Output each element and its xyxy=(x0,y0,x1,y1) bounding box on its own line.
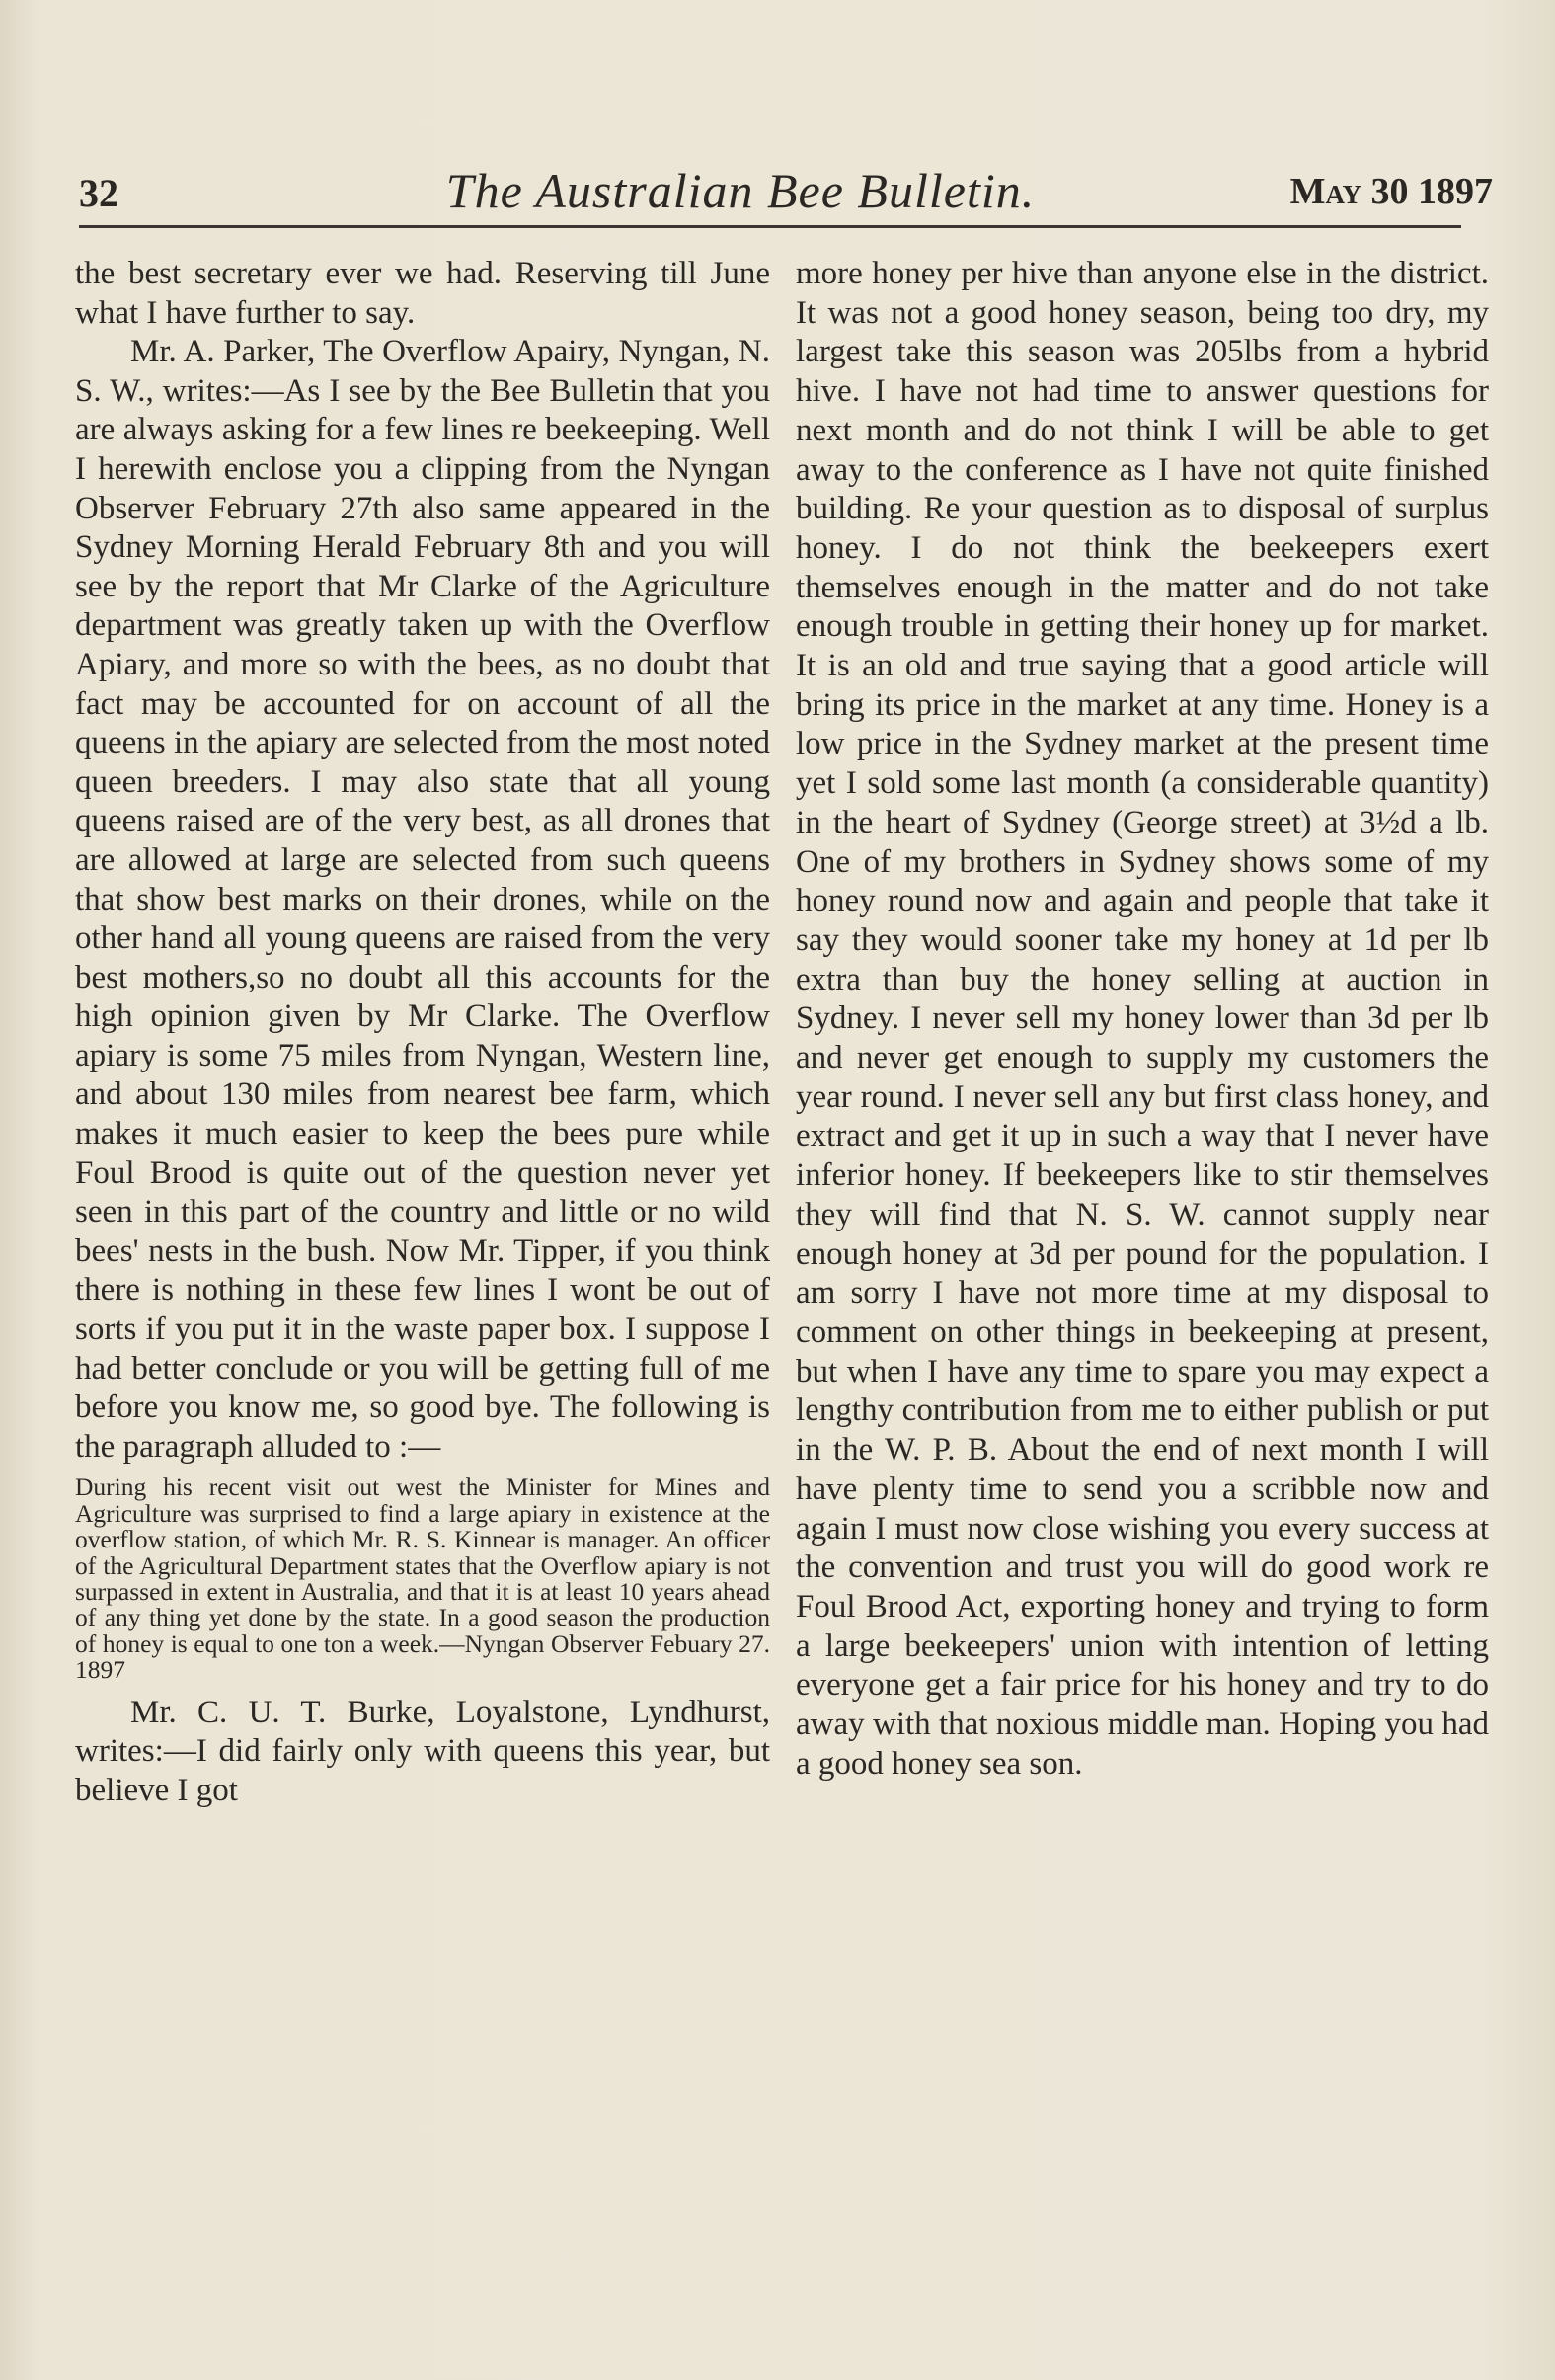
page-header xyxy=(79,158,1501,227)
paragraph-parker-letter: Mr. A. Parker, The Overflow Apairy, Nyngan, N. S. W., writes:—As I see by the Bee Bulletin that you are always asking for a few lines re beekeeping. Well I herewith enclose you a clipping from the Nyngan Observer February 27th also same appeared in the Sydney Morning Herald February 8th and you will see by the report that Mr Clarke of the Agriculture department was greatly taken up with the Overflow Apiary, and more so with the bees, as no doubt that fact may be accounted for on account of all the queens in the apiary are selected from the most noted queen breeders. I may also state that all young queens raised are of the very best, as all drones that are allowed at large are selected from such queens that show best marks on their drones, while on the other hand all young queens are raised from the very best mothers,so no doubt all this accounts for the high opinion given by Mr Clarke. The Overflow apiary is some 75 miles from Nyngan, Western line, and about 130 miles from nearest bee farm, which makes it much easier to keep the bees pure while Foul Brood is quite out of the question never yet seen in this part of the country and little or no wild bees' nests in the bush. Now Mr. Tipper, if you think there is nothing in these few lines I wont be out of sorts if you put it in the waste paper box. I suppose I had better conclude or you will be getting full of me before you know me, so good bye. The following is the paragraph alluded to :— xyxy=(75,334,770,1465)
running-title: The Australian Bee Bulletin. xyxy=(445,163,1036,218)
header-rule xyxy=(79,225,1461,228)
left-column xyxy=(75,255,770,1810)
paragraph-burke-letter: Mr. C. U. T. Burke, Loyalstone, Lyndhurst, writes:—I did fairly only with queens this year, but believe I got xyxy=(75,1694,770,1808)
paragraph-secretary: the best secretary ever we had. Reserving till June what I have further to say. xyxy=(75,256,770,331)
newspaper-clipping: During his recent visit out west the Minister for Mines and Agriculture was surprised to find a large apiary in existence at the overflow station, of which Mr. R. S. Kinnear is manager. An officer of the Agricultural Department states that the Overflow apiary is not surpassed in extent in Australia, and that it is at least 10 years ahead of any thing yet done by the state. In a good season the production of honey is equal to one ton a week.—Nyngan Observer Febuary 27. 1897 xyxy=(75,1472,770,1685)
page-number: 32 xyxy=(79,171,118,215)
right-column xyxy=(796,255,1489,1784)
paragraph-burke-continued: more honey per hive than anyone else in the district. It was not a good honey season, being too dry, my largest take this season was 205lbs from a hybrid hive. I have not had time to answer questions for next month and do not think I will be able to get away to the conference as I have not quite finished building. Re your question as to disposal of surplus honey. I do not think the beekeepers exert themselves enough in the matter and do not take enough trouble in getting their honey up for market. It is an old and true saying that a good article will bring its price in the market at any time. Honey is a low price in the Sydney market at the present time yet I sold some last month (a considerable quantity) in the heart of Sydney (George street) at 3½d a lb. One of my brothers in Sydney shows some of my honey round now and again and people that take it say they would sooner take my honey at 1d per lb extra than buy the honey selling at auction in Sydney. I never sell my honey lower than 3d per lb and never get enough to supply my customers the year round. I never sell any but first class honey, and extract and get it up in such a way that I never have inferior honey. If beekeepers like to stir themselves they will find that N. S. W. cannot supply near enough honey at 3d per pound for the population. I am sorry I have not more time at my disposal to comment on other things in beekeeping at present, but when I have any time to spare you may expect a lengthy contribution from me to either publish or put in the W. P. B. About the end of next month I will have plenty time to send you a scribble now and again I must now close wishing you every success at the convention and trust you will do good work re Foul Brood Act, exporting honey and trying to form a large beekeepers' union with intention of letting everyone get a fair price for his honey and try to do away with that noxious middle man. Hoping you had a good honey sea son. xyxy=(796,256,1489,1782)
issue-date: May 30 1897 xyxy=(1289,171,1493,212)
